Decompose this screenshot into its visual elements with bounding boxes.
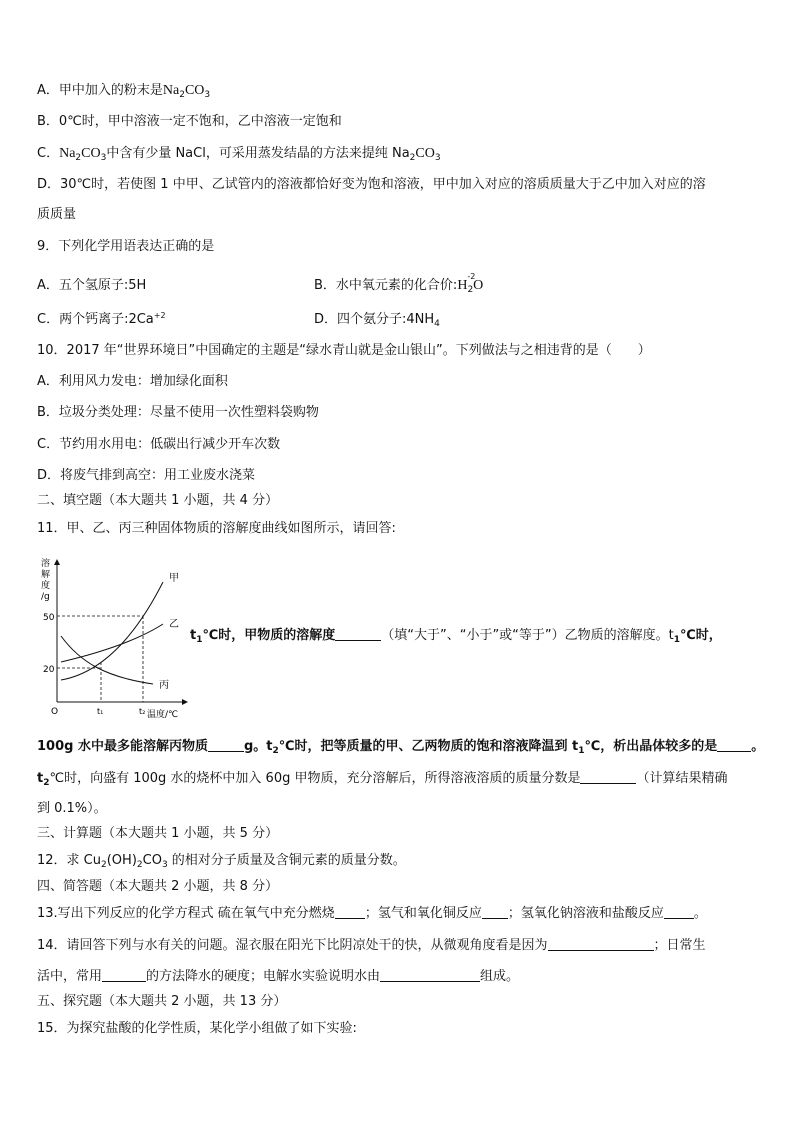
solubility-chart bbox=[35, 552, 195, 722]
q13-text: 13.写出下列反应的化学方程式 硫在氧气中充分燃烧 ；氢气和氧化铜反应 ；氢氧化钠溶液和盐酸反应 。 bbox=[37, 906, 707, 921]
series-yi-curve bbox=[61, 624, 163, 662]
q9-option-b: B．水中氧元素的化合价: -2 $H_2O$ bbox=[314, 272, 484, 295]
y-axis-label-char: 溶 bbox=[41, 559, 51, 569]
tick-50: 50 bbox=[43, 613, 55, 623]
q14-line1: 14．请回答下列与水有关的问题。湿衣服在阳光下比阴凉处干的快，从微观角度看是因为 ；日常生 bbox=[37, 938, 706, 953]
q9-option-a: A．五个氢原子:5H bbox=[37, 278, 147, 293]
tick-t2: t₂ bbox=[139, 707, 146, 716]
q15-stem: 15．为探究盐酸的化学性质，某化学小组做了如下实验: bbox=[37, 1021, 357, 1036]
q10-option-b: B．垃圾分类处理：尽量不使用一次性塑料袋购物 bbox=[37, 405, 319, 420]
q10-option-a: A．利用风力发电：增加绿化面积 bbox=[37, 374, 228, 389]
q8-option-d-line1: D．30℃时，若使图 1 中甲、乙试管内的溶液都恰好变为饱和溶液，甲中加入对应的溶质质量大于乙中加入对应的溶 bbox=[37, 177, 706, 192]
series-jia-curve bbox=[61, 582, 163, 680]
series-yi-label: 乙 bbox=[169, 619, 179, 630]
y-axis-label-char: 度 bbox=[41, 581, 51, 591]
y-axis-label-unit: /g bbox=[41, 592, 50, 602]
tick-t1: t₁ bbox=[97, 707, 104, 716]
q10-option-d: D．将废气排到高空：用工业废水浇菜 bbox=[37, 468, 256, 483]
y-axis-label-char: 解 bbox=[41, 570, 51, 580]
y-axis-label bbox=[41, 557, 50, 602]
section-heading-inquiry: 五、探究题（本大题共 2 小题，共 13 分） bbox=[37, 994, 287, 1009]
q14-line2: 活中，常用 的方法降水的硬度；电解水实验说明水由 组成。 bbox=[37, 969, 520, 984]
q9-stem: 9．下列化学用语表达正确的是 bbox=[37, 239, 215, 254]
q11-line3: $t_2℃$时，向盛有 100g 水的烧杯中加入 60g 甲物质，充分溶解后，所得溶液溶质的质量分数是 （计算结果精确 bbox=[37, 771, 728, 788]
q11-line2: 100g 水中最多能溶解丙物质 g。$t_2℃$时，把等质量的甲、乙两物质的饱和溶液降温到 $t_1℃$，析出晶体较多的是 。 bbox=[37, 739, 765, 756]
q10-option-c: C．节约用水用电：低碳出行减少开车次数 bbox=[37, 437, 281, 452]
q10-stem: 10．2017 年“世界环境日”中国确定的主题是“绿水青山就是金山银山”。下列做法与之相违背的是（ ） bbox=[37, 343, 651, 358]
series-bing-label: 丙 bbox=[159, 680, 169, 691]
q9-option-d: D．四个氨分子$:4NH_4$ bbox=[314, 312, 440, 329]
tick-20: 20 bbox=[43, 665, 55, 675]
series-jia-label: 甲 bbox=[169, 573, 179, 584]
q8-option-d-line2: 质质量 bbox=[37, 207, 77, 222]
x-axis-label: 温度/℃ bbox=[147, 710, 179, 720]
section-heading-calculation: 三、计算题（本大题共 1 小题，共 5 分） bbox=[37, 826, 279, 841]
q9-option-c: C．两个钙离子$:2Ca^{+2}$ bbox=[37, 311, 166, 327]
section-heading-fill-in: 二、填空题（本大题共 1 小题，共 4 分） bbox=[37, 493, 279, 508]
q8-option-b: B．0℃时，甲中溶液一定不饱和，乙中溶液一定饱和 bbox=[37, 114, 342, 129]
q8-option-c: C．$Na_2CO_3$中含有少量 NaCl，可采用蒸发结晶的方法来提纯 $Na_2CO_3$ bbox=[37, 146, 441, 163]
q12-text: 12．求 $Cu_2(OH)_2CO_3$ 的相对分子质量及含铜元素的质量分数。 bbox=[37, 853, 406, 870]
q11-line1: $t_1℃$时，甲物质的溶解度 （填“大于”、“小于”或“等于”）乙物质的溶解度。$t_1℃$时， bbox=[190, 628, 722, 645]
origin-label: O bbox=[51, 707, 59, 717]
q8-option-a: A．甲中加入的粉末是$Na_2CO_3$ bbox=[37, 83, 211, 100]
q11-line4: 到 0.1%）。 bbox=[37, 801, 107, 816]
section-heading-short-answer: 四、简答题（本大题共 2 小题，共 8 分） bbox=[37, 879, 279, 894]
q11-stem: 11．甲、乙、丙三种固体物质的溶解度曲线如图所示，请回答: bbox=[37, 521, 396, 536]
